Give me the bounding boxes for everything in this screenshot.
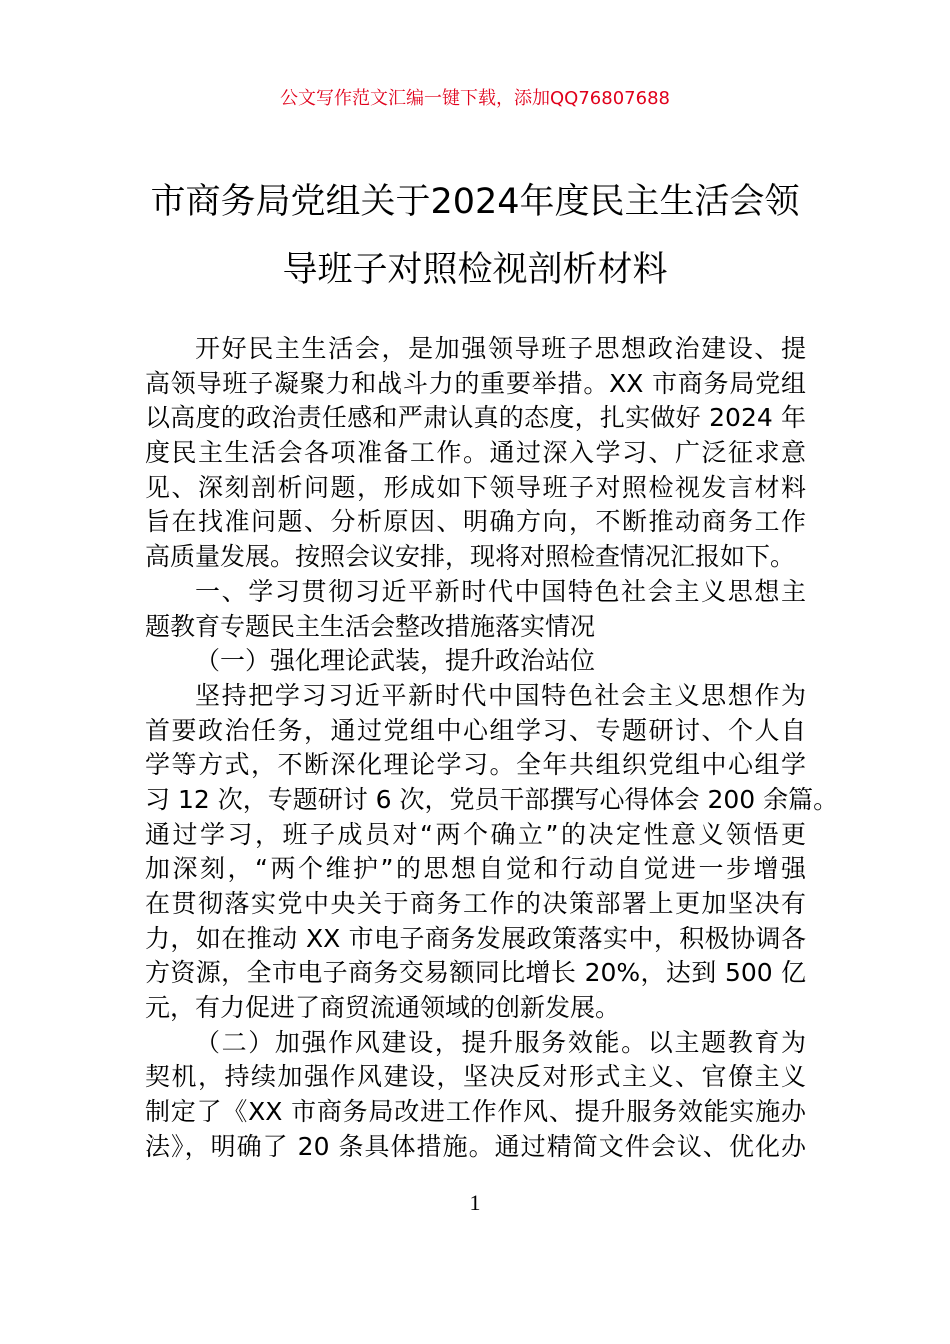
- text-line: 学等方式，不断深化理论学习。全年共组织党组中心组学: [145, 750, 806, 780]
- text-line: 坚持把学习习近平新时代中国特色社会主义思想作为: [195, 680, 806, 710]
- text-line: 制定了《XX 市商务局改进工作作风、提升服务效能实施办: [145, 1097, 806, 1127]
- text-line: 见、深刻剖析问题，形成如下领导班子对照检视发言材料: [145, 472, 806, 502]
- document-title-line-2: 导班子对照检视剖析材料: [282, 250, 668, 290]
- text-line: （一）强化理论武装，提升政治站位: [195, 646, 596, 676]
- text-line: 以高度的政治责任感和严肃认真的态度，扎实做好 2024 年: [145, 403, 806, 433]
- download-notice: 公文写作范文汇编一键下载，添加QQ76807688: [280, 88, 670, 109]
- text-line: 加深刻，“两个维护”的思想自觉和行动自觉进一步增强: [145, 854, 806, 884]
- text-line: 法》，明确了 20 条具体措施。通过精简文件会议、优化办: [145, 1131, 806, 1161]
- text-line: 高质量发展。按照会议安排，现将对照检查情况汇报如下。: [145, 542, 796, 572]
- text-line: 首要政治任务，通过党组中心组学习、专题研讨、个人自: [145, 715, 806, 745]
- text-line: 通过学习，班子成员对“两个确立”的决定性意义领悟更: [145, 819, 806, 849]
- text-line: 旨在找准问题、分析原因、明确方向，不断推动商务工作: [145, 507, 806, 537]
- text-line: 方资源，全市电子商务交易额同比增长 20%，达到 500 亿: [145, 958, 806, 988]
- text-line: 习 12 次，专题研讨 6 次，党员干部撰写心得体会 200 余篇。: [145, 784, 839, 814]
- text-line: 在贯彻落实党中央关于商务工作的决策部署上更加坚决有: [145, 889, 806, 918]
- page-number: 1: [469, 1190, 481, 1215]
- text-line: 度民主生活会各项准备工作。通过深入学习、广泛征求意: [145, 438, 806, 468]
- text-line: 力，如在推动 XX 市电子商务发展政策落实中，积极协调各: [145, 923, 806, 953]
- text-line: 高领导班子凝聚力和战斗力的重要举措。XX 市商务局党组: [145, 368, 806, 398]
- text-line: 元，有力促进了商贸流通领域的创新发展。: [145, 993, 621, 1023]
- text-line: （二）加强作风建设，提升服务效能。以主题教育为: [195, 1027, 806, 1057]
- text-line: 开好民主生活会，是加强领导班子思想政治建设、提: [195, 334, 806, 363]
- text-line: 契机，持续加强作风建设，坚决反对形式主义、官僚主义: [145, 1062, 806, 1092]
- text-line: 题教育专题民主生活会整改措施落实情况: [145, 611, 596, 641]
- document-body: [145, 332, 839, 1165]
- text-line: 一、学习贯彻习近平新时代中国特色社会主义思想主: [195, 576, 806, 606]
- document-title-line-1: 市商务局党组关于2024年度民主生活会领: [150, 182, 800, 222]
